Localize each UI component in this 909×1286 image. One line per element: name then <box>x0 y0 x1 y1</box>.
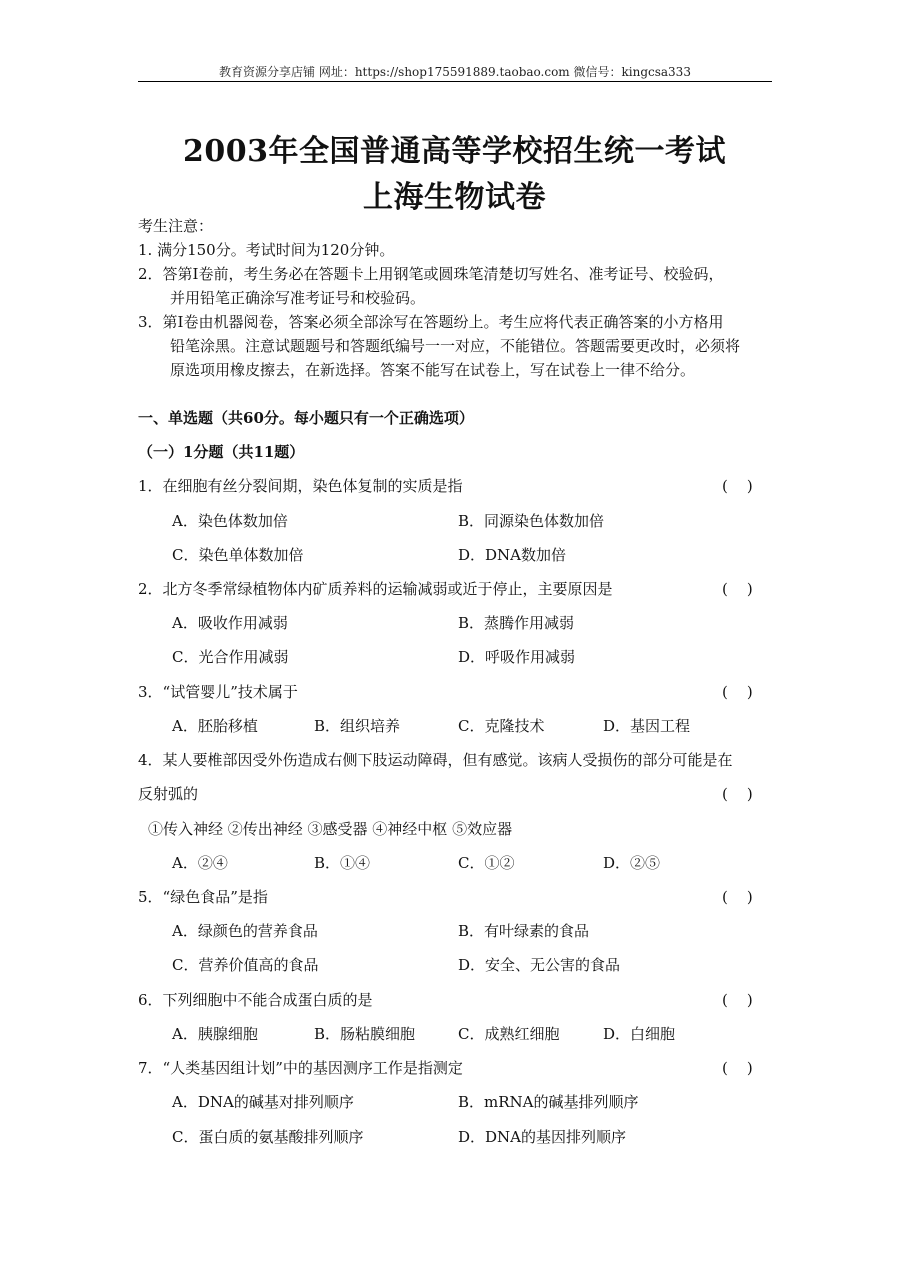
question-5-stem: 5．“绿色食品”是指 <box>138 888 268 906</box>
question-7-option-a: A．DNA的碱基对排列顺序 <box>172 1093 354 1111</box>
question-4-option-a: A．②④ <box>172 854 228 872</box>
section-heading: 一、单选题（共60分。每小题只有一个正确选项） <box>138 409 474 427</box>
question-3-option-d: D．基因工程 <box>603 717 691 735</box>
question-7-option-b: B．mRNA的碱基排列顺序 <box>458 1093 639 1111</box>
notice-item-2-cont: 并用铅笔正确涂写准考证号和校验码。 <box>170 289 426 307</box>
page-header: 教育资源分享店铺 网址：https://shop175591889.taobao.com 微信号：kingcsa333 <box>219 65 691 79</box>
question-5-option-b: B．有叶绿素的食品 <box>458 922 590 940</box>
question-3-option-a: A．胚胎移植 <box>172 717 258 735</box>
answer-blank: ( ) <box>722 888 753 906</box>
question-2-option-b: B．蒸腾作用减弱 <box>458 614 575 632</box>
subsection-heading: （一）1分题（共11题） <box>138 443 305 461</box>
question-4-stem-cont: 反射弧的 <box>138 785 199 803</box>
question-4-option-c: C．①② <box>458 854 515 872</box>
question-4-items: ①传入神经 ②传出神经 ③感受器 ④神经中枢 ⑤效应器 <box>148 820 513 838</box>
question-2-option-d: D．呼吸作用减弱 <box>458 648 576 666</box>
question-7-option-c: C．蛋白质的氨基酸排列顺序 <box>172 1128 364 1146</box>
notice-item-3: 3．第Ⅰ卷由机器阅卷，答案必须全部涂写在答题纷上。考生应将代表正确答案的小方格用 <box>138 313 724 331</box>
answer-blank: ( ) <box>722 683 753 701</box>
question-6-option-c: C．成熟红细胞 <box>458 1025 560 1043</box>
question-6-option-a: A．胰腺细胞 <box>172 1025 258 1043</box>
exam-title: 2003年全国普通高等学校招生统一考试 <box>183 134 726 169</box>
header-rule <box>138 81 772 82</box>
notice-item-3-cont2: 原选项用橡皮擦去，在新选择。答案不能写在试卷上，写在试卷上一律不给分。 <box>170 361 696 379</box>
question-2-option-a: A．吸收作用减弱 <box>172 614 288 632</box>
question-2-stem: 2．北方冬季常绿植物体内矿质养料的运输减弱或近于停止，主要原因是 <box>138 580 613 598</box>
question-2-option-c: C．光合作用减弱 <box>172 648 289 666</box>
question-1-option-c: C．染色单体数加倍 <box>172 546 304 564</box>
question-1-option-d: D．DNA数加倍 <box>458 546 567 564</box>
question-5-option-c: C．营养价值高的食品 <box>172 956 319 974</box>
question-1-stem: 1．在细胞有丝分裂间期，染色体复制的实质是指 <box>138 477 463 495</box>
question-4-option-b: B．①④ <box>314 854 371 872</box>
question-5-option-d: D．安全、无公害的食品 <box>458 956 621 974</box>
notice-heading: 考生注意： <box>138 217 214 235</box>
question-7-option-d: D．DNA的基因排列顺序 <box>458 1128 627 1146</box>
question-6-option-b: B．肠粘膜细胞 <box>314 1025 416 1043</box>
exam-subtitle: 上海生物试卷 <box>363 180 546 215</box>
question-4-stem: 4．某人要椎部因受外伤造成右侧下肢运动障碍，但有感觉。该病人受损伤的部分可能是在 <box>138 751 733 769</box>
answer-blank: ( ) <box>722 1059 753 1077</box>
answer-blank: ( ) <box>722 991 753 1009</box>
question-3-option-b: B．组织培养 <box>314 717 401 735</box>
question-1-option-a: A．染色体数加倍 <box>172 512 288 530</box>
question-3-stem: 3．“试管婴儿”技术属于 <box>138 683 298 701</box>
question-7-stem: 7．“人类基因组计划”中的基因测序工作是指测定 <box>138 1059 463 1077</box>
question-6-stem: 6．下列细胞中不能合成蛋白质的是 <box>138 991 373 1009</box>
question-3-option-c: C．克隆技术 <box>458 717 545 735</box>
answer-blank: ( ) <box>722 477 753 495</box>
notice-item-2: 2．答第Ⅰ卷前，考生务必在答题卡上用钢笔或圆珠笔清楚切写姓名、准考证号、校验码， <box>138 265 724 283</box>
question-4-option-d: D．②⑤ <box>603 854 661 872</box>
question-6-option-d: D．白细胞 <box>603 1025 676 1043</box>
answer-blank: ( ) <box>722 785 753 803</box>
notice-item-3-cont1: 铅笔涂黑。注意试题题号和答题纸编号一一对应，不能错位。答题需要更改时，必须将 <box>170 337 741 355</box>
answer-blank: ( ) <box>722 580 753 598</box>
question-5-option-a: A．绿颜色的营养食品 <box>172 922 318 940</box>
question-1-option-b: B．同源染色体数加倍 <box>458 512 605 530</box>
notice-item-1: 1. 满分150分。考试时间为120分钟。 <box>138 241 395 259</box>
